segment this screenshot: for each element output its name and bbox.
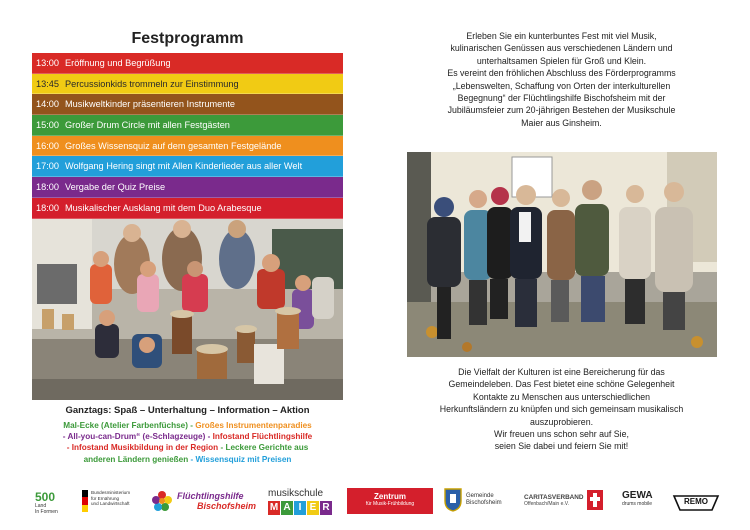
activity-item: anderen Ländern genießen	[83, 454, 189, 464]
activity-item: -	[218, 443, 226, 453]
schedule-text: Musikweltkinder präsentieren Instrumente	[65, 99, 236, 110]
fluechtlingshilfe-logo	[151, 490, 281, 512]
outro-line: Die Vielfalt der Kulturen ist eine Bereicherung für das	[458, 367, 665, 377]
schedule-text: Eröffnung und Begrüßung	[65, 57, 171, 68]
outro-line: auszuprobieren.	[529, 416, 594, 427]
intro-line: kulinarischen Genüssen aus verschiedenen Ländern und	[450, 43, 673, 54]
schedule-time: 16:00	[36, 140, 59, 151]
schedule-text: Musikalischer Ausklang mit dem Duo Arabesque	[65, 202, 262, 213]
zentrum-text-2: für Musik-Frühbildung	[365, 501, 415, 507]
schedule-text: Großer Drum Circle mit allen Festgästen	[65, 119, 230, 130]
sponsor-logos	[0, 482, 750, 522]
intro-line: Erleben Sie ein kunterbuntes Fest mit viel Musik,	[466, 31, 657, 41]
maier-letter: I	[294, 501, 306, 515]
schedule-time: 18:00	[36, 181, 59, 192]
logo-500-sub: Land In Formen	[35, 503, 58, 515]
remo-text: REMO	[684, 497, 708, 506]
activity-item: -	[205, 432, 213, 442]
schedule-row	[32, 136, 343, 157]
schedule-row	[32, 115, 343, 136]
gewa-logo	[622, 490, 672, 508]
outro-text	[414, 366, 709, 453]
outro-line: Herkunftsländern zu knüpfen und sich gemeinsam musikalisch	[439, 404, 684, 415]
activity-item: Leckere Gerichte aus	[225, 443, 309, 453]
intro-line: unterhaltsamen Spielen für Groß und Klein.	[476, 55, 647, 66]
activity-item: Mal-Ecke (Atelier Farbenfüchse)	[63, 421, 188, 430]
caritas-logo	[524, 490, 614, 510]
maier-letter: M	[269, 502, 279, 513]
schedule-text: Percussionkids trommeln zur Einstimmung	[65, 78, 239, 89]
musikschule-maier-logo	[268, 488, 338, 515]
musikschule-text: musikschule	[268, 488, 324, 499]
intro-line: Maier aus Ginsheim.	[521, 117, 602, 128]
intro-line: Begegnung“ der Flüchtlingshilfe Bischofsheim mit der	[457, 93, 666, 104]
maier-letter: A	[281, 501, 293, 515]
coat-of-arms-icon	[444, 488, 462, 512]
german-flag-icon	[82, 490, 88, 512]
activity-item: Großes Instrumentenparadies	[195, 421, 312, 430]
schedule-row	[32, 53, 343, 74]
activity-item: -	[188, 454, 196, 464]
outro-line: Wir freuen uns schon sehr auf Sie,	[494, 429, 629, 440]
zentrum-text-1: Zentrum	[374, 492, 406, 501]
schedule-time: 13:00	[36, 57, 59, 68]
schedule-text: Wolfgang Hering singt mit Allen Kinderlieder aus aller Welt	[65, 161, 303, 172]
logo-500: 500	[35, 490, 56, 504]
remo-logo	[672, 492, 720, 517]
gemeinde-logo	[444, 488, 514, 512]
intro-line: Jubiläumsfeier zum 20-jährigen Bestehen der Musikschule	[447, 105, 676, 116]
flower-icon	[151, 490, 173, 512]
bmel-logo	[82, 490, 142, 512]
schedule-row	[32, 74, 343, 95]
caritas-text-2: Offenbach/Main e.V.	[524, 500, 570, 507]
allday-heading: Ganztags: Spaß – Unterhaltung – Information – Aktion	[65, 405, 310, 416]
maier-letter: R	[320, 501, 332, 515]
activities-list	[32, 420, 343, 465]
outro-line: Gemeindeleben. Das Fest bietet eine schöne Gelegenheit	[448, 379, 675, 390]
activity-item: Wissensquiz mit Preisen	[195, 454, 292, 464]
land-in-formen-logo	[35, 490, 69, 515]
schedule-time: 13:45	[36, 78, 59, 89]
program-title: Festprogramm	[131, 30, 244, 47]
schedule-row	[32, 94, 343, 115]
schedule-row	[32, 177, 343, 198]
schedule-time: 18:00	[36, 202, 59, 213]
schedule-text: Vergabe der Quiz Preise	[65, 181, 166, 192]
caritas-cross-icon	[587, 490, 603, 510]
children-drums-photo	[32, 219, 343, 400]
schedule-row	[32, 156, 343, 177]
gewa-text: GEWA	[622, 490, 653, 501]
schedule-list	[32, 53, 343, 219]
gemeinde-text-1: Gemeinde	[466, 493, 494, 499]
zentrum-logo	[347, 488, 433, 514]
maier-letter: E	[307, 501, 319, 515]
outro-line: Kontakte zu Menschen aus unterschiedlichen	[472, 391, 651, 402]
fluechtlingshilfe-text-2: Bischofsheim	[197, 501, 257, 511]
schedule-row	[32, 198, 343, 219]
activity-item: Infostand Flüchtlingshilfe	[212, 432, 313, 442]
schedule-text: Großes Wissensquiz auf dem gesamten Festgelände	[65, 140, 282, 151]
caritas-text-1: CARITASVERBAND	[524, 493, 584, 501]
intro-text	[414, 30, 709, 129]
activity-item: - All-you-can-Drum“ (e-Schlagzeuge)	[62, 432, 206, 442]
bmel-text: Bundesministerium für Ernährung und Landwirtschaft	[91, 490, 131, 507]
schedule-time: 14:00	[36, 99, 59, 110]
schedule-time: 15:00	[36, 119, 59, 130]
outro-line: seien Sie dabei und feiern Sie mit!	[494, 441, 629, 452]
gemeinde-text-2: Bischofsheim	[466, 500, 502, 506]
activity-item: -	[187, 421, 196, 430]
gewa-sub-text: drums mobile	[622, 501, 653, 507]
activity-item: - Infostand Musikbildung in der Region	[66, 443, 219, 453]
intro-line: Es vereint den fröhlichen Abschluss des Förderprogramms	[447, 68, 676, 79]
fluechtlingshilfe-text-1: Flüchtlingshilfe	[177, 491, 244, 501]
group-photo	[407, 152, 717, 357]
maier-letters	[268, 501, 338, 515]
schedule-time: 17:00	[36, 161, 59, 172]
intro-line: „Lebenswelten, Schaffung von Orten der interkulturellen	[452, 80, 671, 91]
